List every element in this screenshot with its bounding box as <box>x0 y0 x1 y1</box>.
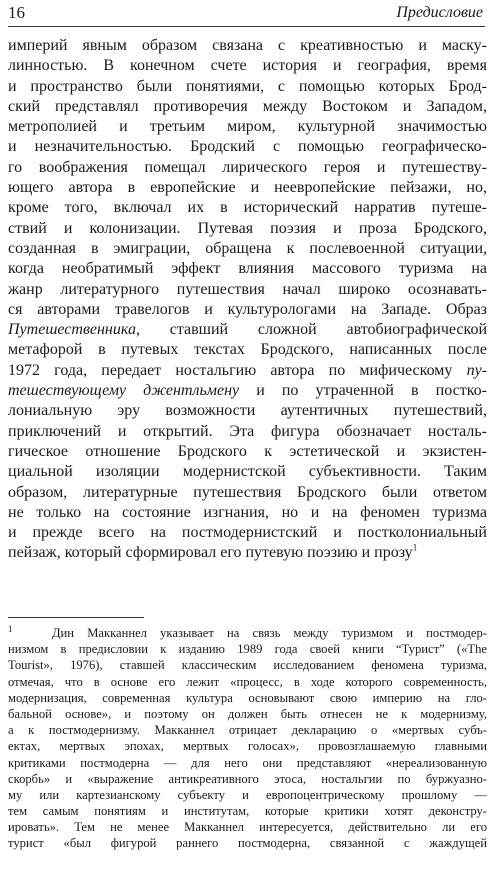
footnote-divider <box>8 617 144 618</box>
footnote-line: а к постмодернизму. Макканнел отрицает декларацию о «мертвых субъ- <box>8 723 487 738</box>
body-line: метафорой в путевых текстах Бродского, написанных после <box>8 341 487 359</box>
footnote-line: ектах, мертвых эпохах, мертвых голосах», провозглашаемую главными <box>8 739 487 754</box>
body-line: пейзаж, который сформировал его путевую поэзию и прозу$^1$ <box>8 543 418 562</box>
footnote-line: $^1$ Дин Макканнел указывает на связь между туризмом и постмодер- <box>8 625 487 640</box>
running-head-title: Предисловие <box>396 4 483 21</box>
body-line: ющего автора в европейские и неевропейские пейзажи, но, <box>8 179 487 197</box>
body-line: линностью. В конечном счете история и география, время <box>8 57 487 75</box>
body-line: 1972 года, передает ностальгию автора по мифическому пу- <box>8 361 487 379</box>
footnote-line: ировать». Тем не менее Макканнел интересуется, действительно ли его <box>8 820 487 835</box>
running-header <box>8 4 485 27</box>
body-line: лониальную эру возможности аутентичных путешествий, <box>8 402 487 420</box>
footnote-line: бальной основе», и поэтому он должен быть отнесен не к модернизму, <box>8 706 487 721</box>
body-line: тешествующему джентльмену и по утраченной в постко- <box>8 382 487 400</box>
body-line: метрополией и третьим миром, культурной значимостью <box>8 118 487 136</box>
body-line: жанр литературного путешествия начал широко осознавать- <box>8 280 487 298</box>
footnote-reference[interactable]: 1 <box>412 543 418 554</box>
footnote-line: му или картезианскому субъекту и европоцентрическому прошлому — <box>8 787 487 802</box>
footnote-line: скорбь» и «выражение антикреативного этоса, ностальгии по буржуазно- <box>8 771 487 786</box>
footnote-line: низмом в предисловии к изданию 1989 года своей книги “Турист” («The <box>8 642 487 657</box>
body-line: и прежде всего на постмодернистский и постколониальный <box>8 524 487 542</box>
italic-term: тешествующему джентльмену <box>8 382 240 400</box>
footnote-line: Tourist», 1976), ставшей классическим исследованием феномена туризма, <box>8 658 487 673</box>
body-line: созданная в эмиграции, обращена к послевоенной ситуации, <box>8 239 487 257</box>
body-line: и пространство были понятиями, с помощью которых Брод- <box>8 77 487 95</box>
body-line: циальной изоляции модернистской субъективности. Таким <box>8 463 487 481</box>
footnote-line: отмечая, что в основе его лежит «процесс, в ходе которого современность, <box>8 674 487 689</box>
footnote-line: турист «был фигурой раннего постмодерна, связанной с жаждущей <box>8 836 487 851</box>
body-line: Путешественника, ставший сложной автобиографической <box>8 321 487 339</box>
body-line: приключений и открытий. Эта фигура обозначает носталь- <box>8 422 487 440</box>
body-line: не только на состояние изгнания, но и на феномен туризма <box>8 503 487 521</box>
body-line: ствий и колонизации. Путевая поэзия и проза Бродского, <box>8 219 487 237</box>
body-line: гическое отношение Бродского к эстетической и экзистен- <box>8 442 487 460</box>
body-line: образом, литературные путешествия Бродского были ответом <box>8 483 487 501</box>
body-line: империй явным образом связана с креативностью и маску- <box>8 37 487 54</box>
footnote-marker: 1 <box>8 625 13 634</box>
footnote-line: критиками постмодерна — для него они представляют «нереализованную <box>8 755 487 770</box>
footnote-block <box>8 625 487 852</box>
main-text-block <box>8 36 487 564</box>
footnote-line: модернизация, современная культура основывают свою империю на гло- <box>8 690 487 705</box>
body-line: когда необратимый эффект влияния массового туризма на <box>8 260 487 278</box>
body-line: кроме того, включал их в исторический нарратив путеше- <box>8 199 487 217</box>
italic-term: пу- <box>466 361 487 379</box>
footnote-line: тем самым понятиям и институтам, которые критики хотят деконстру- <box>8 804 487 819</box>
page-number: 16 <box>8 3 25 22</box>
italic-term: Путешественника <box>8 321 136 339</box>
body-line: го воображения помещал лирического героя и путешеству- <box>8 158 487 176</box>
body-line: ский представлял противоречия между Востоком и Западом, <box>8 97 487 115</box>
body-line: и незначительностью. Бродский с помощью географическо- <box>8 138 487 156</box>
body-line: ся авторами травелогов и культурологами на Западе. Образ <box>8 300 487 318</box>
